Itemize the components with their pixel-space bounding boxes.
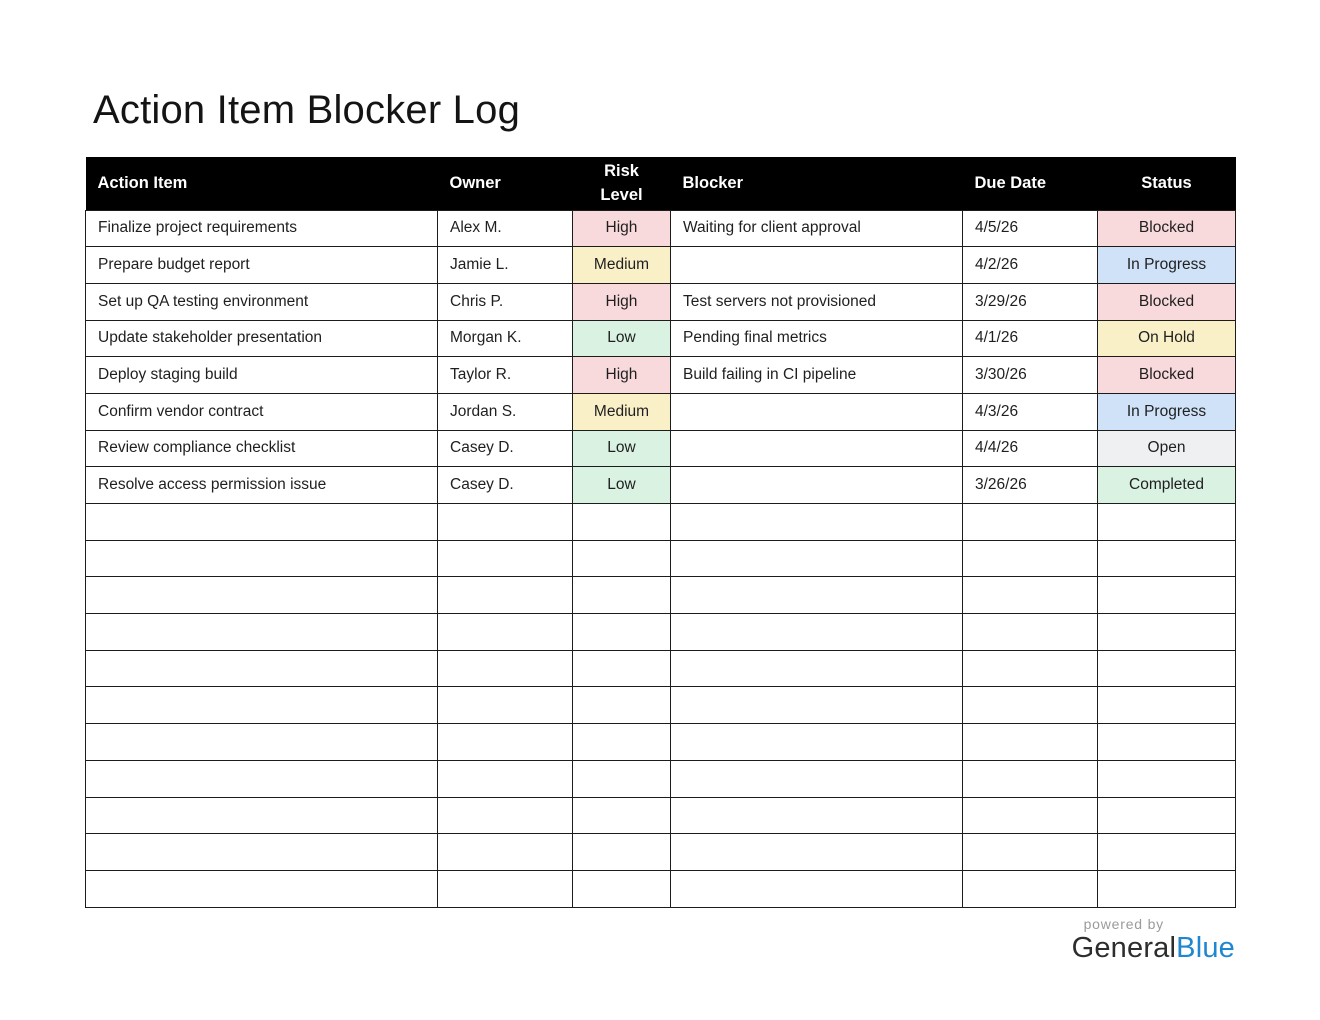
risk-level-cell-empty [573, 504, 671, 541]
action-item-cell-empty [86, 540, 438, 577]
due-date-cell-empty [963, 834, 1098, 871]
table-body [86, 210, 1236, 907]
due-date-cell-empty [963, 504, 1098, 541]
action-item-cell-empty [86, 834, 438, 871]
owner-cell-empty [438, 614, 573, 651]
risk-level-cell-empty [573, 724, 671, 761]
blocker-cell-empty [671, 577, 963, 614]
blocker-cell: Waiting for client approval [671, 210, 963, 247]
owner-cell-empty [438, 650, 573, 687]
action-item-cell: Deploy staging build [86, 357, 438, 394]
status-cell-empty [1098, 540, 1236, 577]
blocker-cell-empty [671, 724, 963, 761]
powered-by-label: powered by [1083, 916, 1164, 932]
due-date-cell-empty [963, 797, 1098, 834]
status-cell-empty [1098, 504, 1236, 541]
risk-level-cell-empty [573, 577, 671, 614]
action-item-cell-empty [86, 650, 438, 687]
owner-cell-empty [438, 577, 573, 614]
blocker-cell-empty [671, 540, 963, 577]
owner-cell: Alex M. [438, 210, 573, 247]
action-item-cell-empty [86, 797, 438, 834]
general-blue-logo [1072, 932, 1235, 965]
due-date-cell: 4/1/26 [963, 320, 1098, 357]
blocker-cell-empty [671, 504, 963, 541]
status-cell: On Hold [1098, 320, 1236, 357]
risk-level-cell: Low [573, 430, 671, 467]
risk-level-cell-empty [573, 834, 671, 871]
action-item-cell-empty [86, 724, 438, 761]
owner-cell-empty [438, 797, 573, 834]
blocker-cell-empty [671, 870, 963, 907]
action-item-cell-empty [86, 577, 438, 614]
empty-table-row [86, 797, 1236, 834]
blocker-cell-empty [671, 797, 963, 834]
status-cell: Open [1098, 430, 1236, 467]
status-cell: Completed [1098, 467, 1236, 504]
page-title: Action Item Blocker Log [93, 88, 521, 132]
action-item-cell: Finalize project requirements [86, 210, 438, 247]
risk-level-cell: Medium [573, 247, 671, 284]
empty-table-row [86, 540, 1236, 577]
risk-level-cell-empty [573, 797, 671, 834]
status-cell-empty [1098, 577, 1236, 614]
status-cell-empty [1098, 650, 1236, 687]
due-date-cell-empty [963, 687, 1098, 724]
status-cell-empty [1098, 797, 1236, 834]
action-item-cell: Update stakeholder presentation [86, 320, 438, 357]
owner-cell: Chris P. [438, 283, 573, 320]
risk-level-cell-empty [573, 650, 671, 687]
blocker-cell [671, 247, 963, 284]
due-date-cell-empty [963, 760, 1098, 797]
table-header-row [86, 157, 1236, 210]
owner-cell: Casey D. [438, 430, 573, 467]
owner-cell: Casey D. [438, 467, 573, 504]
empty-table-row [86, 724, 1236, 761]
owner-cell: Taylor R. [438, 357, 573, 394]
owner-cell: Jamie L. [438, 247, 573, 284]
action-item-cell: Set up QA testing environment [86, 283, 438, 320]
table-row [86, 247, 1236, 284]
status-cell-empty [1098, 834, 1236, 871]
blocker-cell [671, 430, 963, 467]
action-item-cell: Confirm vendor contract [86, 393, 438, 430]
empty-table-row [86, 870, 1236, 907]
risk-level-cell-empty [573, 760, 671, 797]
table-row [86, 430, 1236, 467]
table-row [86, 393, 1236, 430]
due-date-cell: 4/2/26 [963, 247, 1098, 284]
risk-level-cell-empty [573, 870, 671, 907]
column-header-action-item: Action Item [86, 157, 438, 210]
column-header-due-date: Due Date [963, 157, 1098, 210]
action-item-cell-empty [86, 614, 438, 651]
owner-cell-empty [438, 687, 573, 724]
risk-level-cell: High [573, 283, 671, 320]
risk-level-cell: High [573, 210, 671, 247]
due-date-cell-empty [963, 870, 1098, 907]
table-row [86, 467, 1236, 504]
status-cell: Blocked [1098, 210, 1236, 247]
empty-table-row [86, 614, 1236, 651]
column-header-status: Status [1098, 157, 1236, 210]
owner-cell-empty [438, 834, 573, 871]
owner-cell: Jordan S. [438, 393, 573, 430]
status-cell-empty [1098, 614, 1236, 651]
due-date-cell-empty [963, 577, 1098, 614]
status-cell: In Progress [1098, 393, 1236, 430]
risk-level-cell-empty [573, 540, 671, 577]
owner-cell: Morgan K. [438, 320, 573, 357]
due-date-cell: 4/3/26 [963, 393, 1098, 430]
action-item-cell: Review compliance checklist [86, 430, 438, 467]
table-header-row [86, 157, 1236, 210]
blocker-cell: Build failing in CI pipeline [671, 357, 963, 394]
due-date-cell-empty [963, 724, 1098, 761]
brand-general-text: General [1071, 932, 1177, 965]
empty-table-row [86, 650, 1236, 687]
empty-table-row [86, 687, 1236, 724]
status-cell-empty [1098, 870, 1236, 907]
status-cell-empty [1098, 760, 1236, 797]
blocker-cell: Pending final metrics [671, 320, 963, 357]
action-item-cell-empty [86, 504, 438, 541]
action-item-cell-empty [86, 760, 438, 797]
action-item-cell: Resolve access permission issue [86, 467, 438, 504]
due-date-cell-empty [963, 614, 1098, 651]
action-item-cell-empty [86, 687, 438, 724]
action-item-cell: Prepare budget report [86, 247, 438, 284]
risk-level-cell: High [573, 357, 671, 394]
status-cell: Blocked [1098, 357, 1236, 394]
owner-cell-empty [438, 504, 573, 541]
due-date-cell: 4/5/26 [963, 210, 1098, 247]
status-cell: In Progress [1098, 247, 1236, 284]
blocker-cell-empty [671, 650, 963, 687]
column-header-risk-level: Risk Level [573, 157, 671, 210]
due-date-cell: 3/26/26 [963, 467, 1098, 504]
due-date-cell: 3/30/26 [963, 357, 1098, 394]
empty-table-row [86, 577, 1236, 614]
blocker-cell-empty [671, 614, 963, 651]
blocker-cell: Test servers not provisioned [671, 283, 963, 320]
empty-table-row [86, 504, 1236, 541]
blocker-cell-empty [671, 834, 963, 871]
status-cell-empty [1098, 724, 1236, 761]
owner-cell-empty [438, 540, 573, 577]
column-header-owner: Owner [438, 157, 573, 210]
brand-blue-text: Blue [1176, 932, 1235, 965]
owner-cell-empty [438, 760, 573, 797]
risk-level-cell-empty [573, 687, 671, 724]
table-row [86, 320, 1236, 357]
column-header-blocker: Blocker [671, 157, 963, 210]
due-date-cell: 3/29/26 [963, 283, 1098, 320]
status-cell: Blocked [1098, 283, 1236, 320]
branding-footer [1072, 917, 1235, 966]
blocker-cell-empty [671, 760, 963, 797]
blocker-cell [671, 467, 963, 504]
blocker-cell-empty [671, 687, 963, 724]
action-item-blocker-table [85, 157, 1236, 908]
table-row [86, 357, 1236, 394]
due-date-cell: 4/4/26 [963, 430, 1098, 467]
empty-table-row [86, 760, 1236, 797]
owner-cell-empty [438, 724, 573, 761]
risk-level-cell: Medium [573, 393, 671, 430]
action-item-cell-empty [86, 870, 438, 907]
table-row [86, 283, 1236, 320]
status-cell-empty [1098, 687, 1236, 724]
empty-table-row [86, 834, 1236, 871]
risk-level-cell: Low [573, 320, 671, 357]
due-date-cell-empty [963, 540, 1098, 577]
risk-level-cell: Low [573, 467, 671, 504]
due-date-cell-empty [963, 650, 1098, 687]
table-row [86, 210, 1236, 247]
blocker-cell [671, 393, 963, 430]
owner-cell-empty [438, 870, 573, 907]
risk-level-cell-empty [573, 614, 671, 651]
